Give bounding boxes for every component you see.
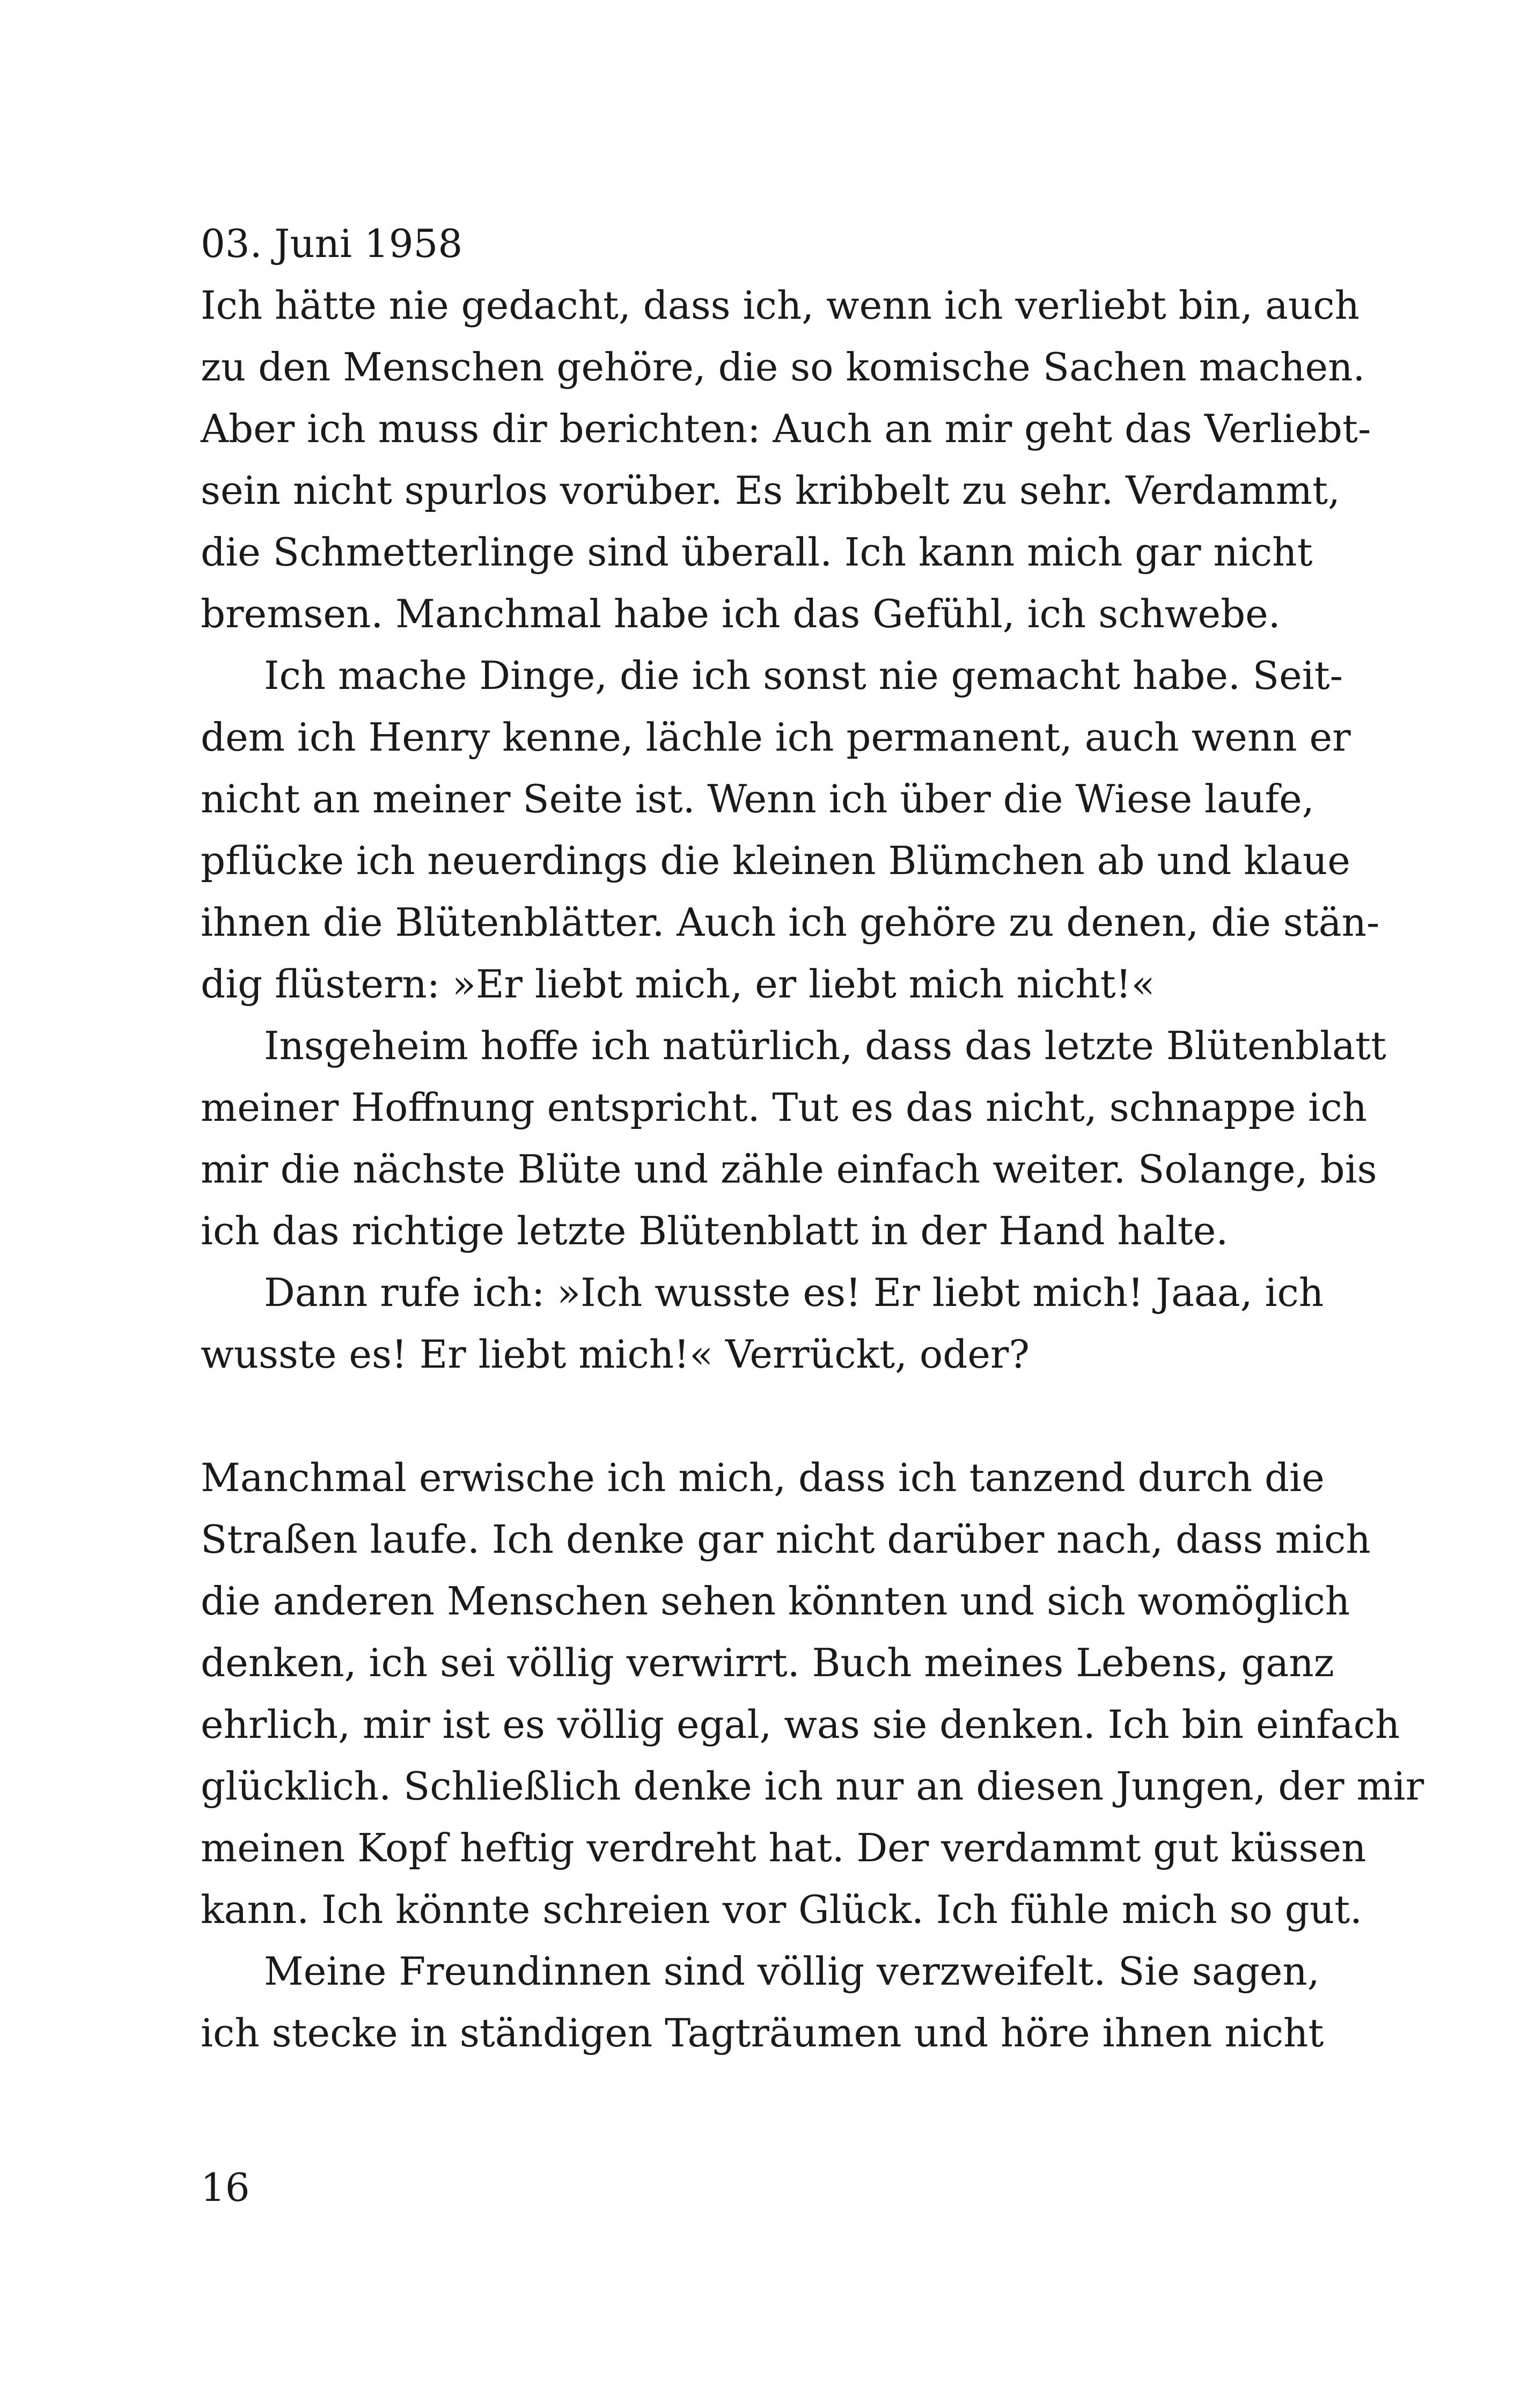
text-line: denken, ich sei völlig verwirrt. Buch meines Lebens, ganz xyxy=(201,1640,1334,1685)
text-line: ich stecke in ständigen Tagträumen und höre ihnen nicht xyxy=(201,2010,1324,2055)
text-line: mir die nächste Blüte und zähle einfach weiter. Solange, bis xyxy=(201,1147,1377,1192)
text-line: meiner Hoffnung entspricht. Tut es das nicht, schnappe ich xyxy=(201,1085,1368,1130)
text-line: Dann rufe ich: »Ich wusste es! Er liebt mich! Jaaa, ich xyxy=(264,1270,1324,1315)
text-line: die anderen Menschen sehen könnten und sich womöglich xyxy=(201,1579,1350,1624)
text-line: ich das richtige letzte Blütenblatt in der Hand halte. xyxy=(201,1208,1229,1253)
text-line: Aber ich muss dir berichten: Auch an mir geht das Verliebt- xyxy=(201,406,1371,451)
text-line: die Schmetterlinge sind überall. Ich kann mich gar nicht xyxy=(201,530,1313,575)
text-line: Ich mache Dinge, die ich sonst nie gemacht habe. Seit- xyxy=(264,653,1343,698)
text-line: meinen Kopf heftig verdreht hat. Der verdammt gut küssen xyxy=(201,1825,1366,1870)
text-line: zu den Menschen gehöre, die so komische Sachen machen. xyxy=(201,344,1365,390)
text-line: dem ich Henry kenne, lächle ich permanent, auch wenn er xyxy=(201,715,1351,760)
page-number: 16 xyxy=(201,2165,250,2210)
date-heading: 03. Juni 1958 xyxy=(201,221,463,266)
text-line: kann. Ich könnte schreien vor Glück. Ich fühle mich so gut. xyxy=(201,1887,1363,1932)
text-line: wusste es! Er liebt mich!« Verrückt, oder? xyxy=(201,1332,1030,1377)
text-line: Manchmal erwische ich mich, dass ich tanzend durch die xyxy=(201,1455,1325,1500)
text-line: Meine Freundinnen sind völlig verzweifelt. Sie sagen, xyxy=(264,1949,1320,1994)
section-break xyxy=(201,1385,1306,1447)
text-line: ehrlich, mir ist es völlig egal, was sie denken. Ich bin einfach xyxy=(201,1702,1400,1747)
text-line: sein nicht spurlos vorüber. Es kribbelt zu sehr. Verdammt, xyxy=(201,468,1340,513)
text-line: Ich hätte nie gedacht, dass ich, wenn ich verliebt bin, auch xyxy=(201,283,1360,328)
text-line: glücklich. Schließlich denke ich nur an diesen Jungen, der mir xyxy=(201,1764,1424,1809)
body-text xyxy=(201,213,1424,2064)
text-line: ihnen die Blütenblätter. Auch ich gehöre zu denen, die stän- xyxy=(201,900,1380,945)
text-line: dig flüstern: »Er liebt mich, er liebt mich nicht!« xyxy=(201,961,1155,1007)
text-line: nicht an meiner Seite ist. Wenn ich über die Wiese laufe, xyxy=(201,776,1314,821)
text-line: Straßen laufe. Ich denke gar nicht darüber nach, dass mich xyxy=(201,1517,1371,1562)
text-line: bremsen. Manchmal habe ich das Gefühl, ich schwebe. xyxy=(201,591,1281,636)
text-line: pflücke ich neuerdings die kleinen Blümchen ab und klaue xyxy=(201,838,1350,883)
text-line: Insgeheim hoffe ich natürlich, dass das letzte Blütenblatt xyxy=(264,1023,1386,1068)
